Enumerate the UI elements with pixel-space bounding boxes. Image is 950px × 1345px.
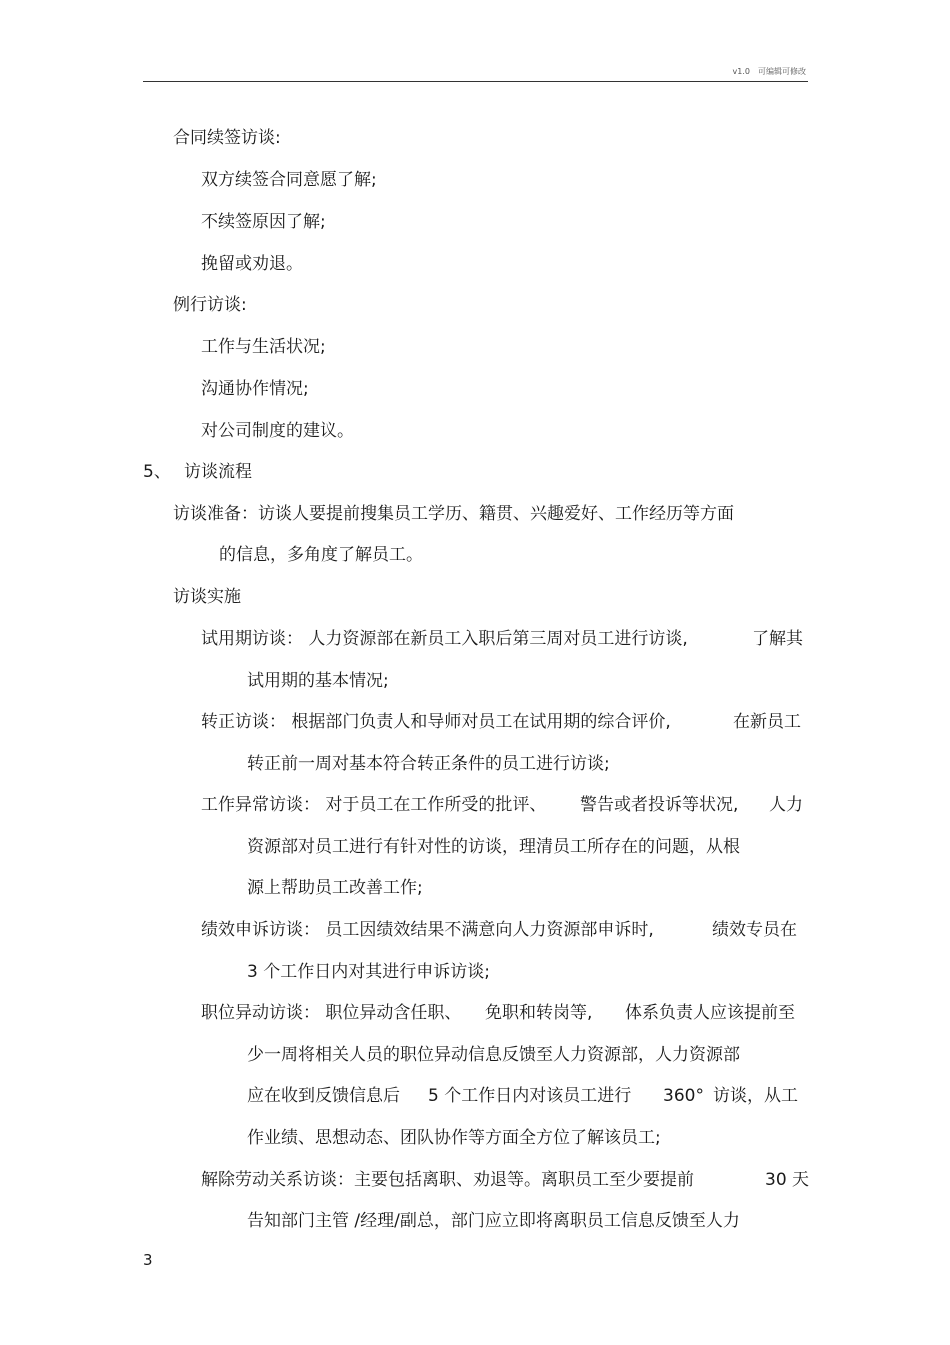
paragraph-line: 告知部门主管 /经理/副总，部门应立即将离职员工信息反馈至人力: [247, 1211, 740, 1231]
paragraph-line-tail: 30 天: [765, 1170, 810, 1190]
header-rule: [143, 81, 808, 82]
section-title: 访谈流程: [184, 462, 252, 482]
paragraph-line: 工作异常访谈： 对于员工在工作所受的批评、: [201, 795, 547, 815]
paragraph-line-mid: 警告或者投诉等状况,: [580, 795, 739, 815]
paragraph-line: 试用期的基本情况;: [247, 671, 389, 691]
list-item: 工作与生活状况;: [201, 337, 326, 357]
paragraph-line: 职位异动访谈： 职位异动含任职、: [201, 1003, 462, 1023]
list-item: 沟通协作情况;: [201, 379, 309, 399]
list-item: 对公司制度的建议。: [201, 421, 354, 441]
paragraph-line: 绩效申诉访谈： 员工因绩效结果不满意向人力资源部申诉时,: [201, 920, 654, 940]
heading-contract-renewal: 合同续签访谈:: [173, 128, 281, 148]
paragraph-line-mid: 360°: [663, 1086, 704, 1106]
paragraph-line: 作业绩、思想动态、团队协作等方面全方位了解该员工;: [247, 1128, 661, 1148]
paragraph-line: 的信息，多角度了解员工。: [219, 545, 423, 565]
paragraph-line: 转正访谈： 根据部门负责人和导师对员工在试用期的综合评价,: [201, 712, 671, 732]
paragraph-line-tail: 人力: [769, 795, 803, 815]
paragraph-line-tail: 体系负责人应该提前至: [625, 1003, 795, 1023]
paragraph-line-tail: 了解其: [752, 629, 803, 649]
heading-routine-interview: 例行访谈:: [173, 295, 247, 315]
paragraph-line: 解除劳动关系访谈：主要包括离职、劝退等。离职员工至少要提前: [201, 1170, 694, 1190]
paragraph-line-mid: 免职和转岗等,: [485, 1003, 593, 1023]
paragraph-line-tail: 在新员工: [733, 712, 801, 732]
page-number: 3: [143, 1251, 153, 1269]
paragraph-line: 应在收到反馈信息后: [247, 1086, 400, 1106]
section-number: 5、: [143, 462, 171, 482]
paragraph-line-tail: 绩效专员在: [712, 920, 797, 940]
paragraph-line: 试用期访谈： 人力资源部在新员工入职后第三周对员工进行访谈,: [201, 629, 688, 649]
header-version-note: v1.0 可编辑可修改: [732, 67, 806, 76]
paragraph-line: 访谈准备：访谈人要提前搜集员工学历、籍贯、兴趣爱好、工作经历等方面: [173, 504, 734, 524]
paragraph-line: 资源部对员工进行有针对性的访谈，理清员工所存在的问题，从根: [247, 837, 740, 857]
heading-interview-implementation: 访谈实施: [173, 587, 241, 607]
paragraph-line: 3 个工作日内对其进行申诉访谈;: [247, 962, 490, 982]
paragraph-line-mid: 5 个工作日内对该员工进行: [428, 1086, 632, 1106]
paragraph-line-tail: 访谈，从工: [713, 1086, 798, 1106]
paragraph-line: 源上帮助员工改善工作;: [247, 878, 423, 898]
paragraph-line: 转正前一周对基本符合转正条件的员工进行访谈;: [247, 754, 610, 774]
list-item: 挽留或劝退。: [201, 254, 303, 274]
list-item: 双方续签合同意愿了解;: [201, 170, 377, 190]
paragraph-line: 少一周将相关人员的职位异动信息反馈至人力资源部，人力资源部: [247, 1045, 740, 1065]
list-item: 不续签原因了解;: [201, 212, 326, 232]
